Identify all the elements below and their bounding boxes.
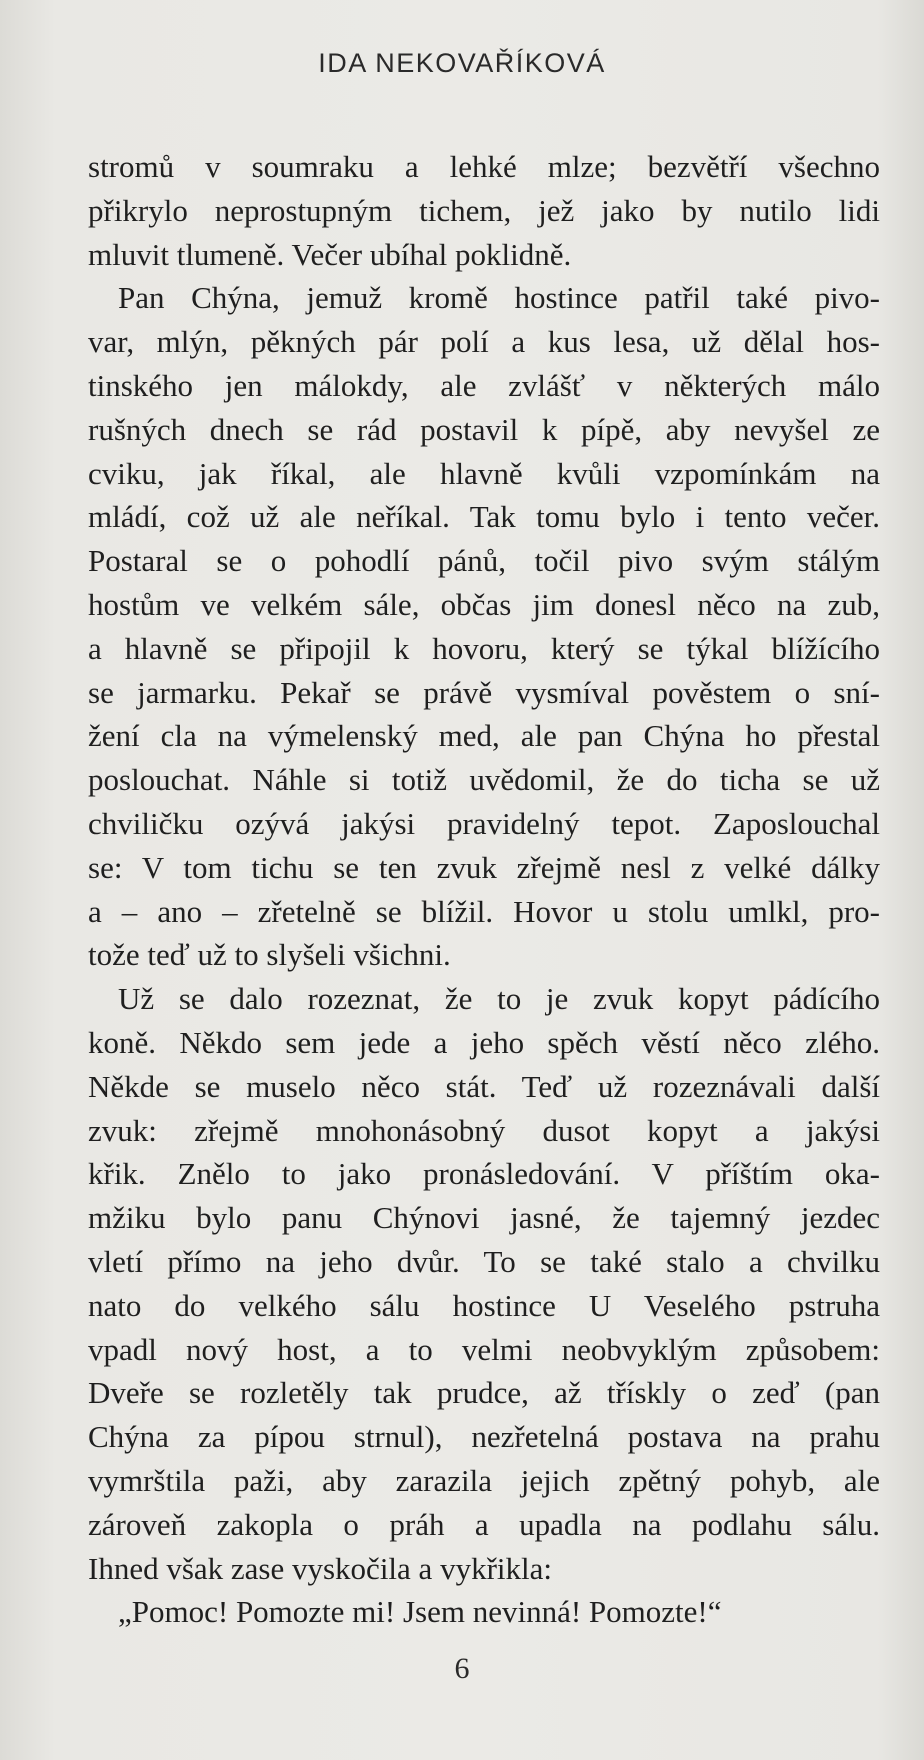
text-line: tože teď už to slyšeli všichni. — [88, 937, 451, 973]
text-line: zároveň zakopla o práh a upadla na podlahu sálu. — [88, 1506, 880, 1542]
text-line: Pan Chýna, jemuž kromě hostince patřil také pivo- — [118, 280, 880, 316]
text-line: cviku, jak říkal, ale hlavně kvůli vzpomínkám na — [88, 455, 880, 491]
text-line: tinského jen málokdy, ale zvlášť v některých málo — [88, 367, 880, 403]
text-line: mžiku bylo panu Chýnovi jasné, že tajemný jezdec — [88, 1200, 880, 1236]
text-line: chviličku ozývá jakýsi pravidelný tepot. Zaposlouchal — [88, 805, 880, 841]
running-head: IDA NEKOVAŘÍKOVÁ — [318, 48, 606, 78]
text-line: var, mlýn, pěkných pár polí a kus lesa, už dělal hos- — [88, 324, 880, 360]
text-line: „Pomoc! Pomozte mi! Jsem nevinná! Pomozte!“ — [118, 1594, 722, 1630]
text-line: nato do velkého sálu hostince U Veselého pstruha — [88, 1287, 880, 1323]
text-line: křik. Znělo to jako pronásledování. V příštím oka- — [88, 1156, 880, 1192]
text-line: hostům ve velkém sále, občas jim donesl něco na zub, — [88, 586, 880, 622]
body-text — [88, 145, 880, 1634]
text-line: Někde se muselo něco stát. Teď už rozeznávali další — [88, 1068, 880, 1104]
text-line: zvuk: zřejmě mnohonásobný dusot kopyt a jakýsi — [88, 1112, 880, 1148]
text-line: vpadl nový host, a to velmi neobvyklým způsobem: — [88, 1331, 880, 1367]
text-line: se jarmarku. Pekař se právě vysmíval pověstem o sní- — [88, 674, 880, 710]
text-line: mluvit tlumeně. Večer ubíhal poklidně. — [88, 236, 572, 272]
text-line: Ihned však zase vyskočila a vykřikla: — [88, 1550, 552, 1586]
text-line: žení cla na výmelenský med, ale pan Chýna ho přestal — [88, 718, 880, 754]
text-line: vletí přímo na jeho dvůr. To se také stalo a chvilku — [88, 1243, 880, 1279]
text-line: stromů v soumraku a lehké mlze; bezvětří všechno — [88, 149, 880, 184]
text-line: se: V tom tichu se ten zvuk zřejmě nesl z velké dálky — [88, 849, 880, 885]
text-line: poslouchat. Náhle si totiž uvědomil, že do ticha se už — [88, 762, 880, 798]
text-line: Už se dalo rozeznat, že to je zvuk kopyt pádícího — [118, 981, 880, 1017]
text-line: přikrylo neprostupným tichem, jež jako by nutilo lidi — [88, 192, 880, 228]
text-line: mládí, což už ale neříkal. Tak tomu bylo i tento večer. — [88, 499, 880, 535]
text-line: rušných dnech se rád postavil k pípě, aby nevyšel ze — [88, 411, 880, 447]
text-line: vymrštila paži, aby zarazila jejich zpětný pohyb, ale — [88, 1462, 880, 1498]
text-line: a hlavně se připojil k hovoru, který se týkal blížícího — [88, 630, 880, 666]
page-number: 6 — [454, 1652, 470, 1685]
text-line: koně. Někdo sem jede a jeho spěch věstí něco zlého. — [88, 1024, 880, 1060]
text-line: Chýna za pípou strnul), nezřetelná postava na prahu — [88, 1419, 880, 1455]
text-line: a – ano – zřetelně se blížil. Hovor u stolu umlkl, pro- — [88, 893, 880, 929]
text-line: Postaral se o pohodlí pánů, točil pivo svým stálým — [88, 543, 880, 579]
text-line: Dveře se rozletěly tak prudce, až třískly o zeď (pan — [88, 1375, 880, 1411]
